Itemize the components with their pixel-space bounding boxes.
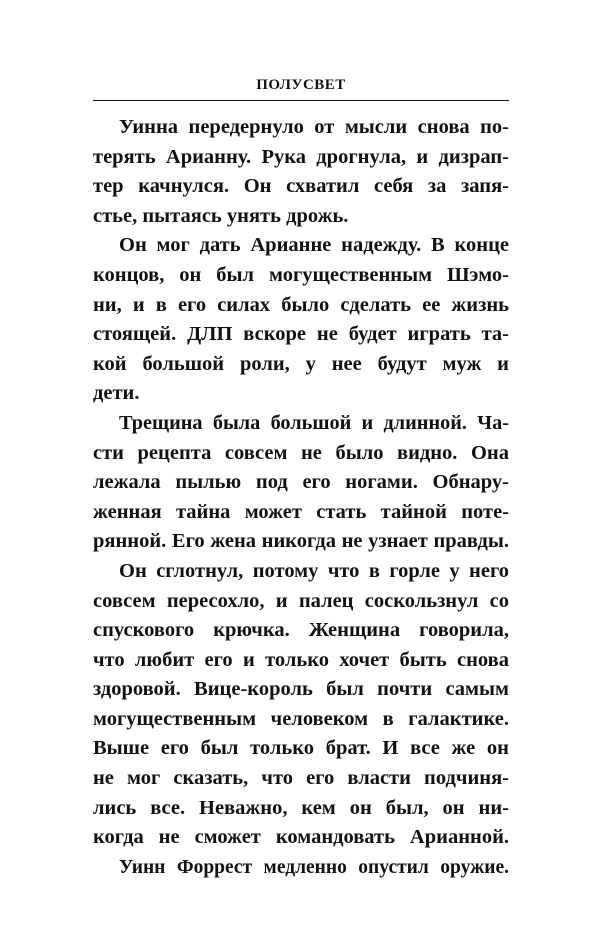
text-line: рянной. Его жена никогда не узнает правды. — [93, 530, 509, 553]
text-line: совсем пересохло, и палец соскользнул со — [93, 589, 509, 612]
paragraph — [93, 557, 509, 853]
paragraph — [93, 853, 509, 883]
header-rule — [93, 100, 509, 101]
text-line: здоровой. Вице-король был почти самым — [93, 678, 509, 701]
text-line: Он сглотнул, потому что в горле у него — [119, 559, 509, 582]
body-text — [93, 113, 509, 882]
running-header: ПОЛУСВЕТ — [256, 77, 346, 93]
text-line: Уинна передернуло от мысли снова по- — [119, 116, 509, 138]
text-line: ни, и в его силах было сделать ее жизнь — [93, 293, 509, 316]
text-line: не мог сказать, что его власти подчиня- — [93, 767, 509, 790]
text-line: могущественным человеком в галактике. — [93, 707, 509, 730]
text-line: концов, он был могущественным Шэмо- — [93, 263, 509, 286]
text-line: когда не сможет командовать Арианной. — [93, 826, 509, 849]
text-line: Он мог дать Арианне надежду. В конце — [119, 234, 509, 257]
text-line: дети. — [93, 382, 140, 405]
text-line: лись все. Неважно, кем он был, он ни- — [93, 796, 509, 819]
text-line: кой большой роли, у нее будут муж и — [93, 352, 509, 375]
text-line: стье, пытаясь унять дрожь. — [93, 204, 349, 227]
text-line: лежала пылью под его ногами. Обнару- — [93, 471, 509, 494]
text-line: сти рецепта совсем не было видно. Она — [93, 441, 509, 464]
text-line: Уинн Форрест медленно опустил оружие. — [119, 856, 509, 878]
text-line: Выше его был только брат. И все же он — [93, 737, 509, 760]
paragraph — [93, 409, 509, 557]
text-line: женная тайна может стать тайной поте- — [93, 500, 509, 523]
text-line: спускового крючка. Женщина говорила, — [93, 619, 509, 642]
text-line: терять Арианну. Рука дрогнула, и дизрап- — [93, 145, 509, 168]
text-line: стоящей. ДЛП вскоре не будет играть та- — [93, 323, 509, 346]
paragraph — [93, 113, 509, 231]
text-line: тер качнулся. Он схватил себя за запя- — [93, 175, 509, 198]
text-line: Трещина была большой и длинной. Ча- — [119, 411, 509, 434]
paragraph — [93, 231, 509, 409]
text-line: что любит его и только хочет быть снова — [93, 648, 509, 671]
